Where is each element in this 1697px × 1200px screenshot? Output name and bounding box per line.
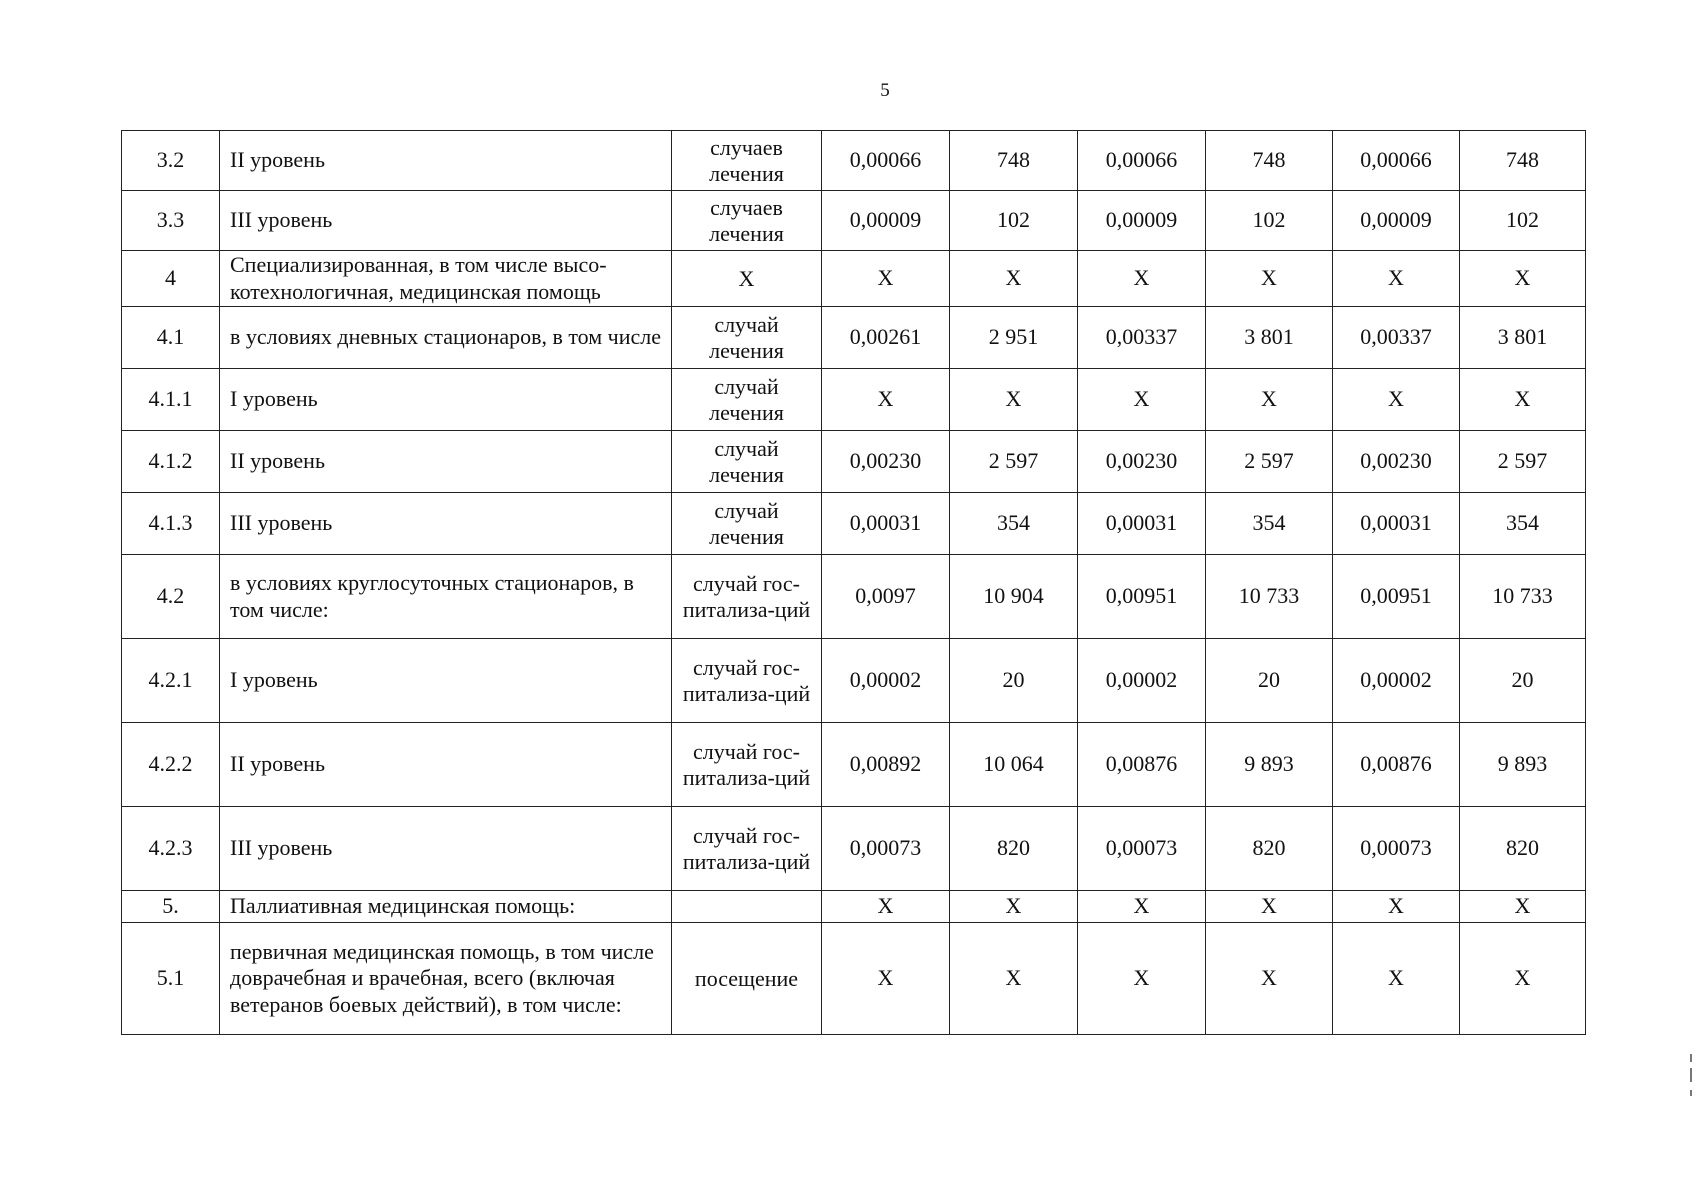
row-unit-cell: случай лечения <box>672 307 822 369</box>
row-value-cell: 3 801 <box>1460 307 1586 369</box>
row-value-cell: Х <box>1078 923 1206 1035</box>
row-value-cell: 0,00073 <box>1078 807 1206 891</box>
row-value-cell: 354 <box>950 493 1078 555</box>
row-value-cell: 0,00066 <box>822 131 950 191</box>
row-value-cell: 0,00337 <box>1333 307 1460 369</box>
row-number-cell: 5.1 <box>122 923 220 1035</box>
row-unit-cell: Х <box>672 251 822 307</box>
row-value-cell: 10 904 <box>950 555 1078 639</box>
row-value-cell: 0,00230 <box>822 431 950 493</box>
row-number-cell: 4.2.3 <box>122 807 220 891</box>
row-value-cell: 10 064 <box>950 723 1078 807</box>
row-value-cell: 0,00230 <box>1078 431 1206 493</box>
row-value-cell: 0,0097 <box>822 555 950 639</box>
row-value-cell: Х <box>822 891 950 923</box>
table-row <box>122 891 1586 923</box>
row-number-cell: 3.3 <box>122 191 220 251</box>
row-value-cell: 3 801 <box>1206 307 1333 369</box>
row-value-cell: 2 597 <box>1460 431 1586 493</box>
scan-mark <box>1690 1090 1692 1096</box>
row-name-cell: II уровень <box>220 723 672 807</box>
row-value-cell: Х <box>1460 369 1586 431</box>
row-number-cell: 4.1.3 <box>122 493 220 555</box>
row-number-cell: 3.2 <box>122 131 220 191</box>
row-number-cell: 4.2 <box>122 555 220 639</box>
table-row <box>122 131 1586 191</box>
row-name-cell: I уровень <box>220 639 672 723</box>
row-unit-cell: случай лечения <box>672 431 822 493</box>
row-unit-cell: случай гос-питализа-ций <box>672 555 822 639</box>
row-value-cell: 20 <box>1206 639 1333 723</box>
row-value-cell: 820 <box>950 807 1078 891</box>
row-value-cell: 0,00892 <box>822 723 950 807</box>
row-value-cell: Х <box>950 251 1078 307</box>
row-value-cell: Х <box>1206 369 1333 431</box>
row-number-cell: 4.2.2 <box>122 723 220 807</box>
scan-mark <box>1690 1054 1692 1062</box>
row-name-cell: Паллиативная медицинская помощь: <box>220 891 672 923</box>
row-value-cell: 2 597 <box>950 431 1078 493</box>
row-unit-cell <box>672 891 822 923</box>
table-row <box>122 493 1586 555</box>
table-row <box>122 723 1586 807</box>
row-value-cell: 0,00009 <box>1333 191 1460 251</box>
row-unit-cell: случай гос-питализа-ций <box>672 723 822 807</box>
row-number-cell: 4.1.1 <box>122 369 220 431</box>
row-unit-cell: случай гос-питализа-ций <box>672 807 822 891</box>
row-value-cell: 9 893 <box>1206 723 1333 807</box>
row-value-cell: 820 <box>1206 807 1333 891</box>
table-row <box>122 923 1586 1035</box>
row-value-cell: Х <box>1460 923 1586 1035</box>
table-row <box>122 191 1586 251</box>
row-value-cell: Х <box>1333 251 1460 307</box>
page-number: 5 <box>880 80 890 101</box>
row-value-cell: 0,00261 <box>822 307 950 369</box>
row-value-cell: Х <box>1078 891 1206 923</box>
row-value-cell: Х <box>950 891 1078 923</box>
row-unit-cell: случай лечения <box>672 369 822 431</box>
row-value-cell: 0,00876 <box>1078 723 1206 807</box>
row-value-cell: Х <box>1078 251 1206 307</box>
row-value-cell: 0,00951 <box>1333 555 1460 639</box>
row-value-cell: 748 <box>950 131 1078 191</box>
row-value-cell: 102 <box>1206 191 1333 251</box>
row-name-cell: III уровень <box>220 191 672 251</box>
row-name-cell: Специализированная, в том числе высо-котехнологичная, медицинская помощь <box>220 251 672 307</box>
row-value-cell: 102 <box>950 191 1078 251</box>
row-name-cell: в условиях круглосуточных стационаров, в том числе: <box>220 555 672 639</box>
row-number-cell: 4.1 <box>122 307 220 369</box>
table-row <box>122 639 1586 723</box>
row-value-cell: 2 951 <box>950 307 1078 369</box>
row-value-cell: Х <box>822 251 950 307</box>
row-value-cell: 0,00230 <box>1333 431 1460 493</box>
table-row <box>122 251 1586 307</box>
row-value-cell: 0,00031 <box>1333 493 1460 555</box>
row-number-cell: 4.2.1 <box>122 639 220 723</box>
row-value-cell: 748 <box>1206 131 1333 191</box>
row-value-cell: 0,00002 <box>1333 639 1460 723</box>
row-value-cell: 102 <box>1460 191 1586 251</box>
row-value-cell: Х <box>1078 369 1206 431</box>
row-name-cell: II уровень <box>220 131 672 191</box>
row-value-cell: 9 893 <box>1460 723 1586 807</box>
row-value-cell: 0,00009 <box>1078 191 1206 251</box>
row-name-cell: первичная медицинская помощь, в том числе доврачебная и врачебная, всего (включая ветеранов боевых действий), в том числе: <box>220 923 672 1035</box>
row-value-cell: 354 <box>1460 493 1586 555</box>
row-value-cell: Х <box>1460 251 1586 307</box>
row-value-cell: 0,00951 <box>1078 555 1206 639</box>
row-name-cell: I уровень <box>220 369 672 431</box>
table-row <box>122 555 1586 639</box>
row-value-cell: Х <box>1206 923 1333 1035</box>
row-value-cell: 20 <box>950 639 1078 723</box>
row-value-cell: 20 <box>1460 639 1586 723</box>
row-value-cell: 0,00876 <box>1333 723 1460 807</box>
row-value-cell: Х <box>822 923 950 1035</box>
scan-mark <box>1690 1068 1692 1082</box>
row-value-cell: 0,00073 <box>822 807 950 891</box>
table-row <box>122 369 1586 431</box>
row-value-cell: Х <box>950 923 1078 1035</box>
row-value-cell: 10 733 <box>1460 555 1586 639</box>
table-body <box>122 131 1586 1035</box>
row-value-cell: 354 <box>1206 493 1333 555</box>
row-value-cell: Х <box>822 369 950 431</box>
row-value-cell: 0,00073 <box>1333 807 1460 891</box>
row-value-cell: 0,00066 <box>1078 131 1206 191</box>
row-value-cell: 0,00002 <box>1078 639 1206 723</box>
row-value-cell: Х <box>1333 369 1460 431</box>
row-name-cell: II уровень <box>220 431 672 493</box>
row-value-cell: 0,00066 <box>1333 131 1460 191</box>
row-value-cell: Х <box>1206 891 1333 923</box>
row-value-cell: Х <box>1333 891 1460 923</box>
row-value-cell: Х <box>1206 251 1333 307</box>
row-value-cell: Х <box>1333 923 1460 1035</box>
table-row <box>122 807 1586 891</box>
row-number-cell: 5. <box>122 891 220 923</box>
row-value-cell: 0,00002 <box>822 639 950 723</box>
row-unit-cell: случаев лечения <box>672 191 822 251</box>
row-value-cell: Х <box>1460 891 1586 923</box>
row-name-cell: в условиях дневных стационаров, в том числе <box>220 307 672 369</box>
row-value-cell: Х <box>950 369 1078 431</box>
row-unit-cell: случай гос-питализа-ций <box>672 639 822 723</box>
row-value-cell: 748 <box>1460 131 1586 191</box>
table-row <box>122 431 1586 493</box>
row-value-cell: 0,00009 <box>822 191 950 251</box>
row-value-cell: 2 597 <box>1206 431 1333 493</box>
row-value-cell: 0,00031 <box>822 493 950 555</box>
row-unit-cell: случай лечения <box>672 493 822 555</box>
row-number-cell: 4 <box>122 251 220 307</box>
table-row <box>122 307 1586 369</box>
row-unit-cell: посещение <box>672 923 822 1035</box>
row-unit-cell: случаев лечения <box>672 131 822 191</box>
row-value-cell: 0,00337 <box>1078 307 1206 369</box>
row-name-cell: III уровень <box>220 807 672 891</box>
row-value-cell: 10 733 <box>1206 555 1333 639</box>
row-value-cell: 820 <box>1460 807 1586 891</box>
row-name-cell: III уровень <box>220 493 672 555</box>
row-value-cell: 0,00031 <box>1078 493 1206 555</box>
medical-care-table <box>121 130 1586 1035</box>
row-number-cell: 4.1.2 <box>122 431 220 493</box>
